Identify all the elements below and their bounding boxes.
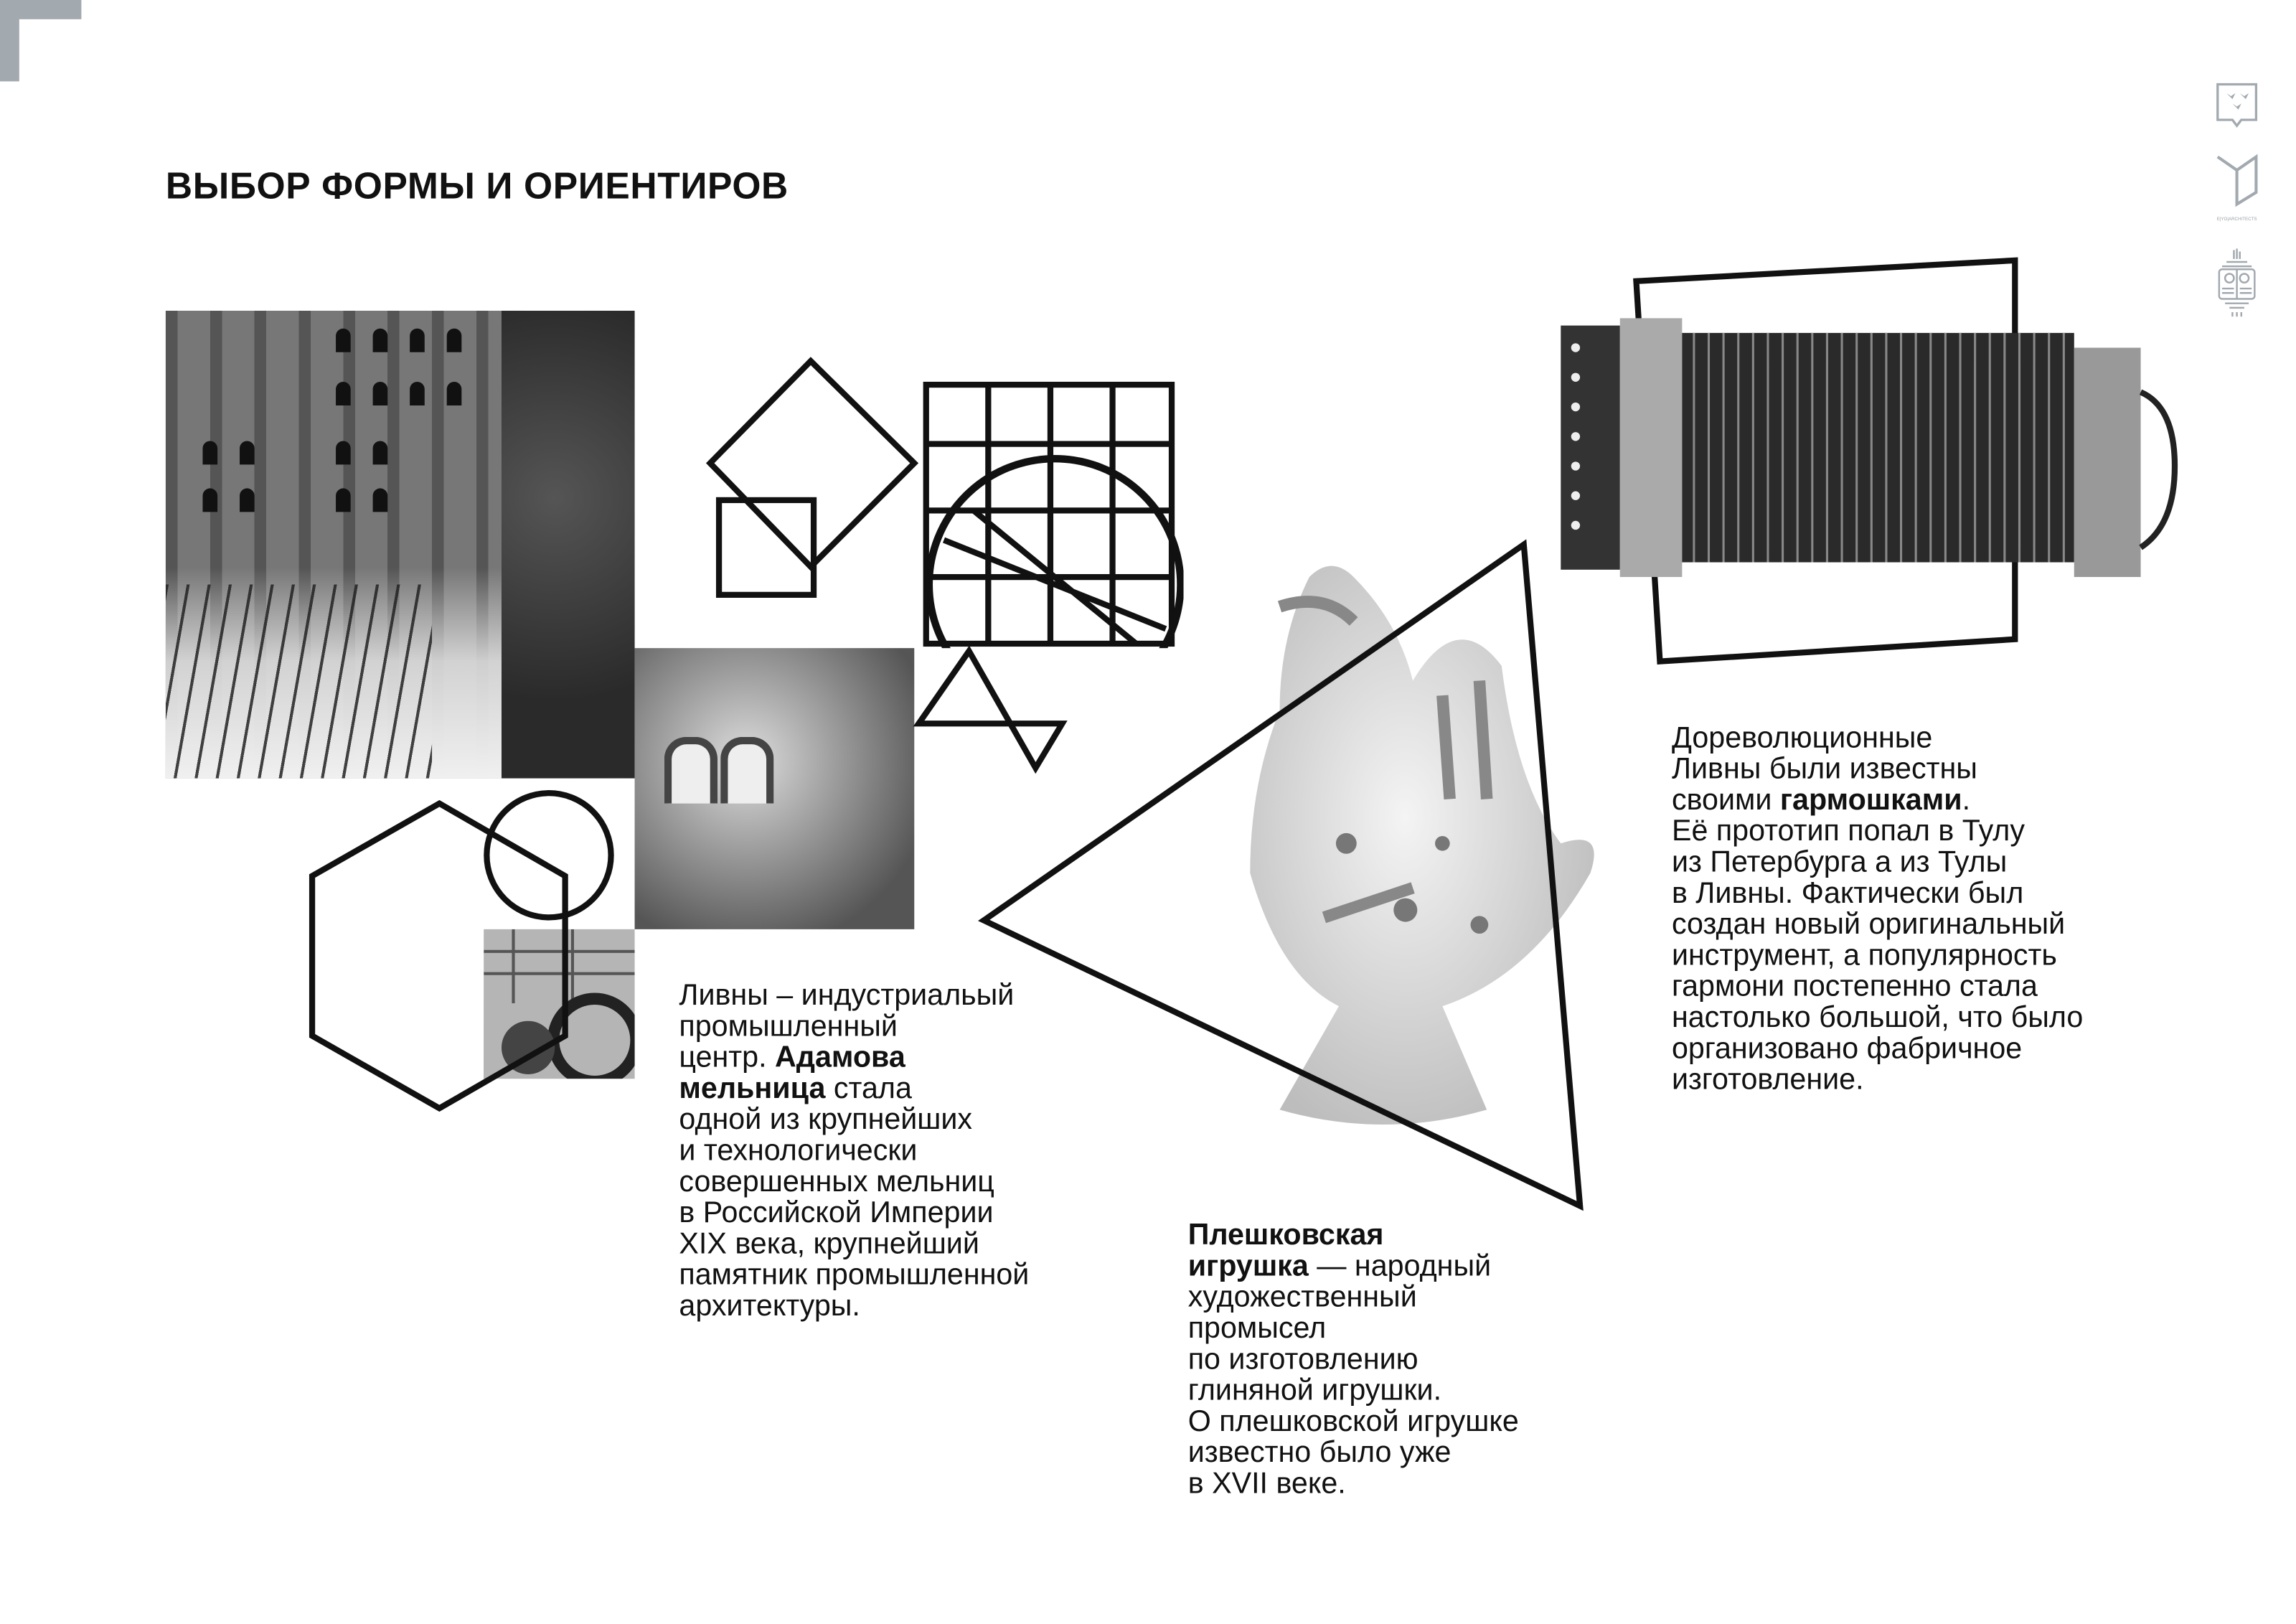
text-line (1672, 786, 2083, 817)
architects-logo (2215, 152, 2259, 222)
mill-description (679, 981, 1029, 1323)
accordion-description (1672, 723, 2083, 1097)
mill-interior-photo (635, 648, 915, 929)
highlight-pleshkovskaya: Плешковская (1187, 1219, 1384, 1252)
highlight-garmoshkami: гармошками (1779, 784, 1962, 817)
text-span: стала (825, 1072, 912, 1106)
ornamental-mask-icon (2215, 248, 2259, 316)
text-line: Её прототип попал в Тулу (1671, 815, 2025, 848)
square-shape (719, 500, 814, 595)
circle-shape (486, 793, 611, 917)
text-line: и технологически (679, 1135, 918, 1168)
text-span: своими (1671, 784, 1780, 817)
text-line (679, 1074, 1029, 1105)
highlight-igrushka: игрушка (1187, 1250, 1309, 1283)
text-line: гармони постепенно стала (1671, 970, 2038, 1003)
text-line: известно было уже (1187, 1437, 1452, 1470)
corner-mark-vertical (0, 0, 19, 81)
text-line (1188, 1221, 1519, 1252)
text-line: промысел (1187, 1312, 1327, 1346)
text-line: совершенных мельниц (679, 1165, 994, 1199)
text-line: по изготовлению (1187, 1343, 1418, 1376)
text-line: Дореволюционные (1671, 722, 1933, 755)
text-line: настолько большой, что было (1671, 1001, 2084, 1035)
text-line: из Петербурга а из Тулы (1671, 846, 2008, 879)
toy-description (1188, 1221, 1519, 1501)
accordion-garmoshka-photo (1553, 318, 2182, 577)
text-line: изготовление. (1671, 1064, 1864, 1097)
text-line: О плешковской игрушке (1187, 1405, 1519, 1439)
text-line: Ливны – индустриальый (679, 979, 1015, 1013)
text-line: XIX века, крупнейший (679, 1228, 979, 1261)
text-line: художественный (1187, 1281, 1417, 1314)
text-line: создан новый оригинальный (1671, 909, 2066, 942)
text-line: одной из крупнейших (679, 1104, 973, 1137)
highlight-adamova: Адамова (775, 1041, 905, 1074)
architects-y-icon (2215, 152, 2259, 208)
coat-of-arms-icon (2215, 81, 2259, 128)
page-title: ВЫБОР ФОРМЫ И ОРИЕНТИРОВ (165, 165, 789, 207)
mill-wheel-photo (914, 377, 1183, 648)
text-line (1188, 1252, 1519, 1282)
text-line: в Ливны. Фактически был (1671, 877, 2024, 911)
text-span: . (1962, 784, 1971, 817)
text-line (679, 1043, 1029, 1074)
text-span: — народный (1308, 1250, 1492, 1283)
small-triangle-shape (918, 651, 1062, 768)
text-line: архитектуры. (679, 1290, 860, 1323)
text-line: в Российской Империи (679, 1197, 994, 1230)
diamond-shape (710, 361, 915, 567)
adamova-mill-photo (166, 311, 635, 779)
text-line: инструмент, а популярность (1671, 939, 2057, 972)
footbridge (166, 584, 432, 778)
machinery-photo (484, 929, 634, 1079)
pleshkov-toy-photo (1191, 548, 1605, 1169)
highlight-melnitsa: мельница (679, 1072, 826, 1106)
text-line: памятник промышленной (679, 1259, 1030, 1292)
architects-caption: E|YO|ARCHITECTS (2216, 216, 2257, 222)
text-line: организовано фабричное (1671, 1033, 2023, 1066)
text-line: промышленный (679, 1010, 898, 1043)
trees (502, 311, 635, 779)
text-span: центр. (679, 1041, 776, 1074)
text-line: в XVII веке. (1187, 1468, 1346, 1501)
text-line: глиняной игрушки. (1187, 1374, 1442, 1407)
text-line: Ливны были известны (1671, 753, 1977, 786)
